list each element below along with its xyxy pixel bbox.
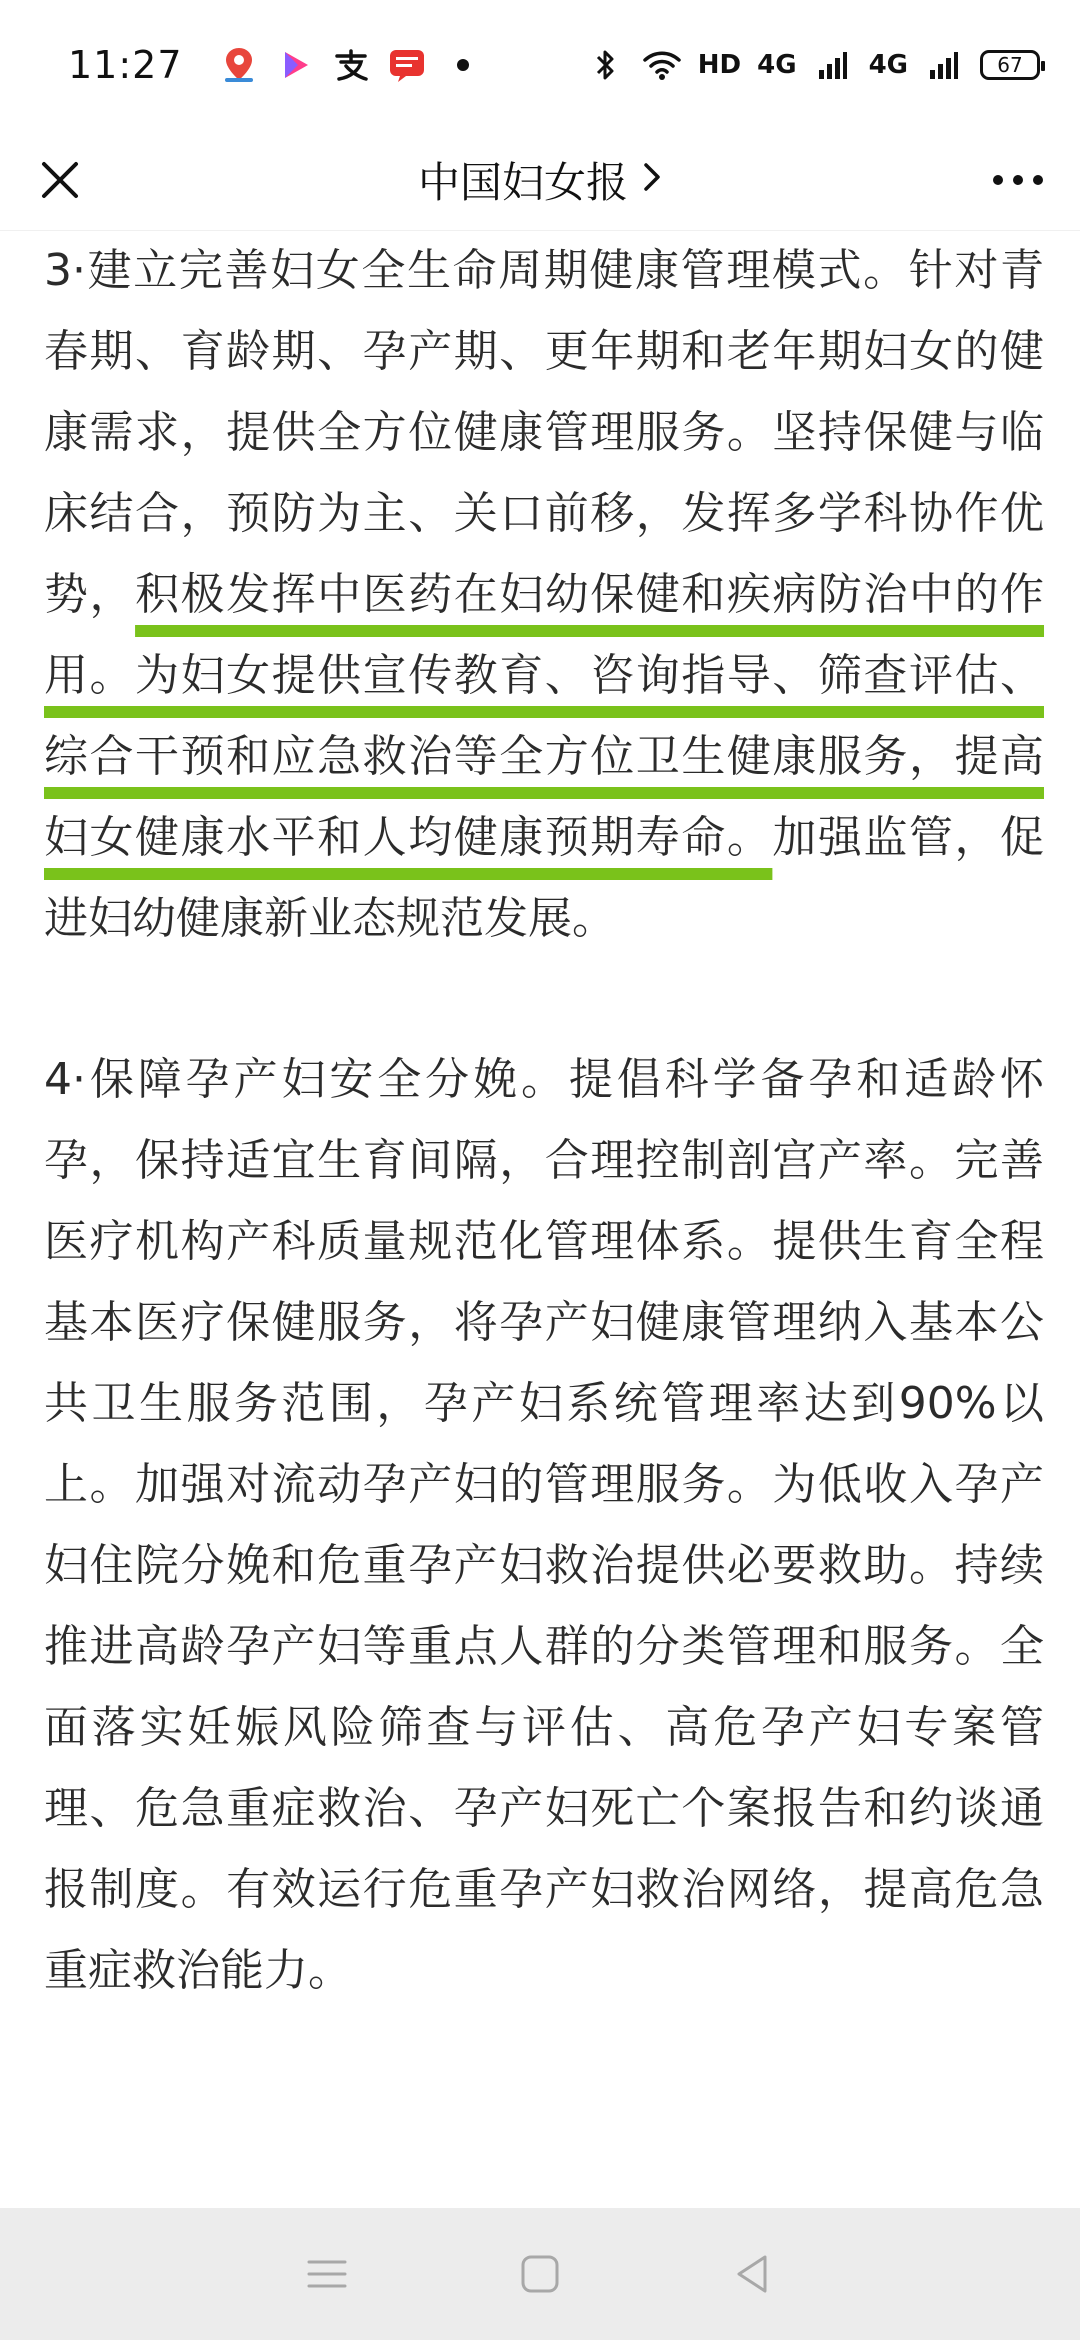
paragraph-3-text: 3·建立完善妇女全生命周期健康管理模式。针对青春期、育龄期、孕产期、更年期和老年期妇女的健康需求，提供全方位健康管理服务。坚持保健与临床结合，预防为主、关口前移，发挥多学科协作优势， [44,245,1044,620]
status-bar [0,0,1080,130]
paragraph-3 [44,230,1044,959]
close-button[interactable] [32,152,88,208]
dot-icon [443,45,483,85]
more-options-button[interactable] [990,160,1046,200]
battery-icon [980,50,1040,80]
system-nav-bar [0,2208,1080,2340]
article-body [44,230,1044,2011]
close-icon [32,152,88,208]
map-pin-icon [219,45,259,85]
bluetooth-icon [586,45,626,85]
menu-lines-icon [305,2254,349,2294]
signal-2-label: 4G [868,50,908,80]
video-app-icon [275,45,315,85]
news-app-icon [387,45,427,85]
status-time: 11:27 [68,43,183,87]
more-dots-icon [990,160,1046,200]
header [0,130,1080,231]
battery-level: 67 [997,53,1023,77]
menu-nav-button[interactable] [297,2244,357,2304]
signal-1-label: 4G [757,50,797,80]
signal-2-bars-icon [924,45,964,85]
paragraph-4: 4·保障孕产妇安全分娩。提倡科学备孕和适龄怀孕，保持适宜生育间隔，合理控制剖宫产率。完善医疗机构产科质量规范化管理体系。提供生育全程基本医疗保健服务，将孕产妇健康管理纳入基本公共卫生服务范围，孕产妇系统管理率达到90%以上。加强对流动孕产妇的管理服务。为低收入孕产妇住院分娩和危重孕产妇救治提供必要救助。持续推进高龄孕产妇等重点人群的分类管理和服务。全面落实妊娠风险筛查与评估、高危孕产妇专案管理、危急重症救治、孕产妇死亡个案报告和约谈通报制度。有效运行危重孕产妇救治网络，提高危急重症救治能力。 [44,1054,1044,1996]
back-nav-button[interactable] [723,2244,783,2304]
home-nav-button[interactable] [510,2244,570,2304]
wifi-icon [642,45,682,85]
account-title-link[interactable] [418,150,662,210]
highlighted-text: 积极发挥中医药在妇幼保健和疾病防治中的作用。为妇女提供宣传教育、咨询指导、筛查评估、综合干预和应急救治等全方位卫生健康服务，提高妇女健康水平和人均健康预期寿命。 [44,569,1045,863]
status-left [68,43,483,87]
network-hd-label: HD [697,50,742,80]
paragraph-3-text-end: 加强监管，促进妇幼健康新业态规范发展。 [44,812,1045,944]
signal-1-bars-icon [813,45,853,85]
chevron-right-icon [642,156,662,205]
alipay-icon [331,45,371,85]
home-square-icon [518,2252,562,2296]
back-triangle-icon [731,2252,775,2296]
page-title: 中国妇女报 [417,158,628,207]
status-right [586,45,1040,85]
